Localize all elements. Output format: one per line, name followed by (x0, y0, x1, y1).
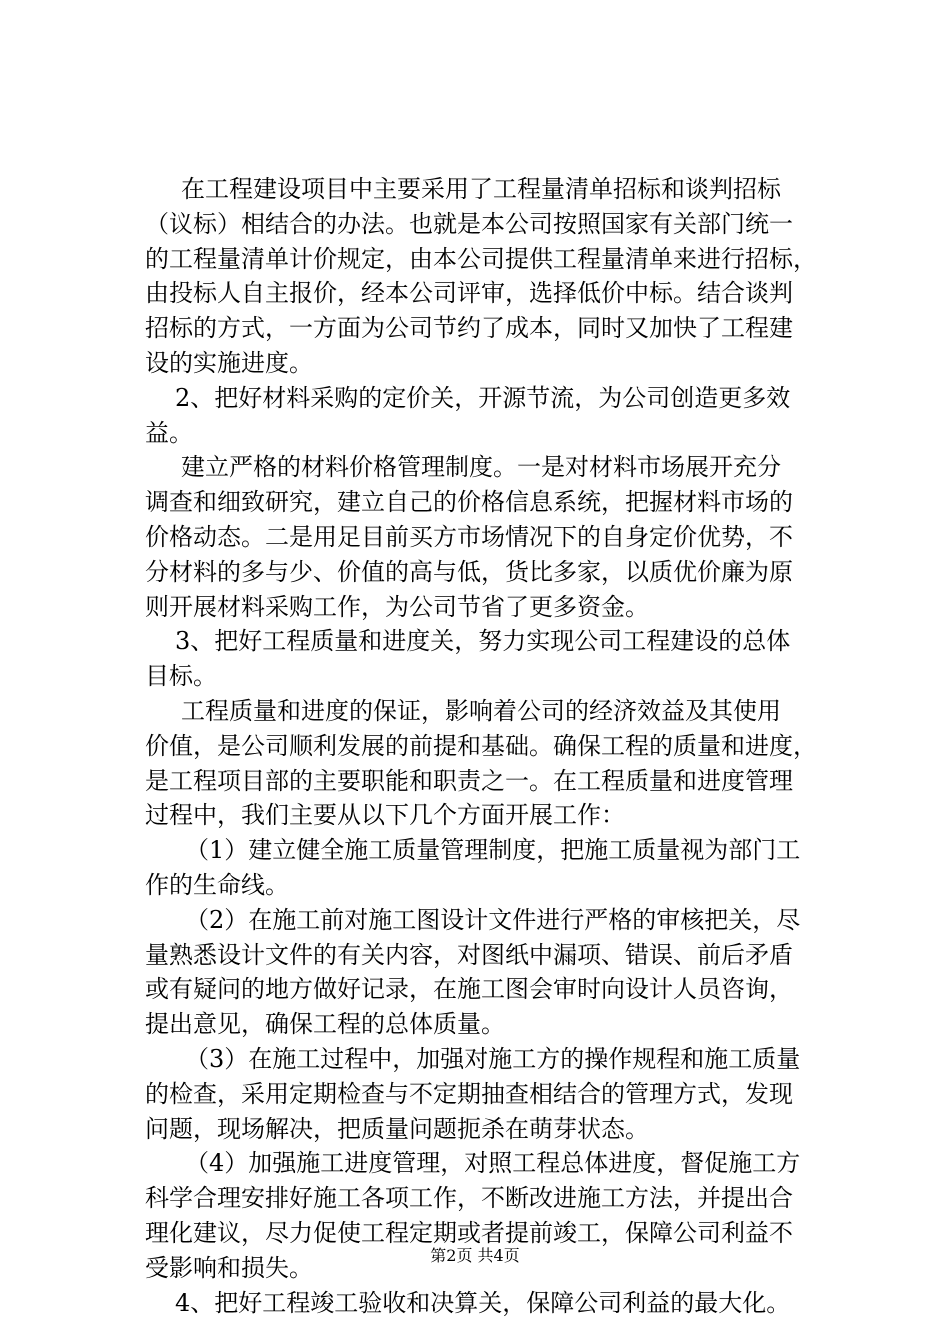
text-line: 的检查，采用定期检查与不定期抽查相结合的管理方式，发现 (145, 1079, 793, 1108)
text-line: （议标）相结合的办法。也就是本公司按照国家有关部门统一 (145, 209, 793, 238)
text-line: 调查和细致研究，建立自己的价格信息系统，把握材料市场的 (145, 488, 793, 517)
text-line: 招标的方式，一方面为公司节约了成本，同时又加快了工程建 (145, 314, 793, 343)
text-line: 工程质量和进度的保证，影响着公司的经济效益及其使用 (181, 696, 781, 725)
text-line: 目标。 (145, 662, 217, 691)
text-line: 受影响和损失。 (145, 1253, 313, 1282)
text-line: 科学合理安排好施工各项工作，不断改进施工方法，并提出合 (145, 1184, 793, 1213)
page-footer: 第2页 共4页 (430, 1246, 520, 1265)
text-line: （4）加强施工进度管理，对照工程总体进度，督促施工方 (185, 1149, 801, 1178)
text-line: 理化建议，尽力促使工程定期或者提前竣工，保障公司利益不 (145, 1218, 793, 1247)
text-line: （3）在施工过程中，加强对施工方的操作规程和施工质量 (185, 1044, 801, 1073)
text-line: 量熟悉设计文件的有关内容，对图纸中漏项、错误、前后矛盾 (145, 940, 793, 969)
text-line: 则开展材料采购工作，为公司节省了更多资金。 (145, 592, 649, 621)
text-line: （2）在施工前对施工图设计文件进行严格的审核把关，尽 (185, 905, 801, 934)
text-line: 4、把好工程竣工验收和决算关，保障公司利益的最大化。 (175, 1288, 791, 1317)
text-line: 或有疑问的地方做好记录，在施工图会审时向设计人员咨询， (145, 975, 793, 1004)
text-line: 益。 (145, 418, 193, 447)
text-line: 设的实施进度。 (145, 348, 313, 377)
text-line: 在工程建设项目中主要采用了工程量清单招标和谈判招标 (181, 175, 781, 203)
text-line: 问题，现场解决，把质量问题扼杀在萌芽状态。 (145, 1114, 649, 1143)
text-line: 分材料的多与少、价值的高与低，货比多家，以质优价廉为原 (145, 557, 793, 586)
text-line: 的工程量清单计价规定，由本公司提供工程量清单来进行招标， (145, 244, 817, 273)
text-line: 价值，是公司顺利发展的前提和基础。确保工程的质量和进度， (145, 731, 817, 760)
document-body (145, 172, 825, 1320)
text-line: 建立严格的材料价格管理制度。一是对材料市场展开充分 (181, 453, 781, 482)
text-line: 提出意见，确保工程的总体质量。 (145, 1010, 505, 1039)
text-line: （1）建立健全施工质量管理制度，把施工质量视为部门工 (185, 836, 801, 865)
text-line: 由投标人自主报价，经本公司评审，选择低价中标。结合谈判 (145, 279, 793, 308)
text-line: 作的生命线。 (145, 870, 289, 899)
text-line: 2、把好材料采购的定价关，开源节流，为公司创造更多效 (175, 383, 791, 412)
text-line: 过程中，我们主要从以下几个方面开展工作： (145, 801, 625, 830)
text-line: 价格动态。二是用足目前买方市场情况下的自身定价优势，不 (145, 522, 793, 551)
text-line: 3、把好工程质量和进度关，努力实现公司工程建设的总体 (175, 627, 791, 656)
text-line: 是工程项目部的主要职能和职责之一。在工程质量和进度管理 (145, 766, 793, 795)
